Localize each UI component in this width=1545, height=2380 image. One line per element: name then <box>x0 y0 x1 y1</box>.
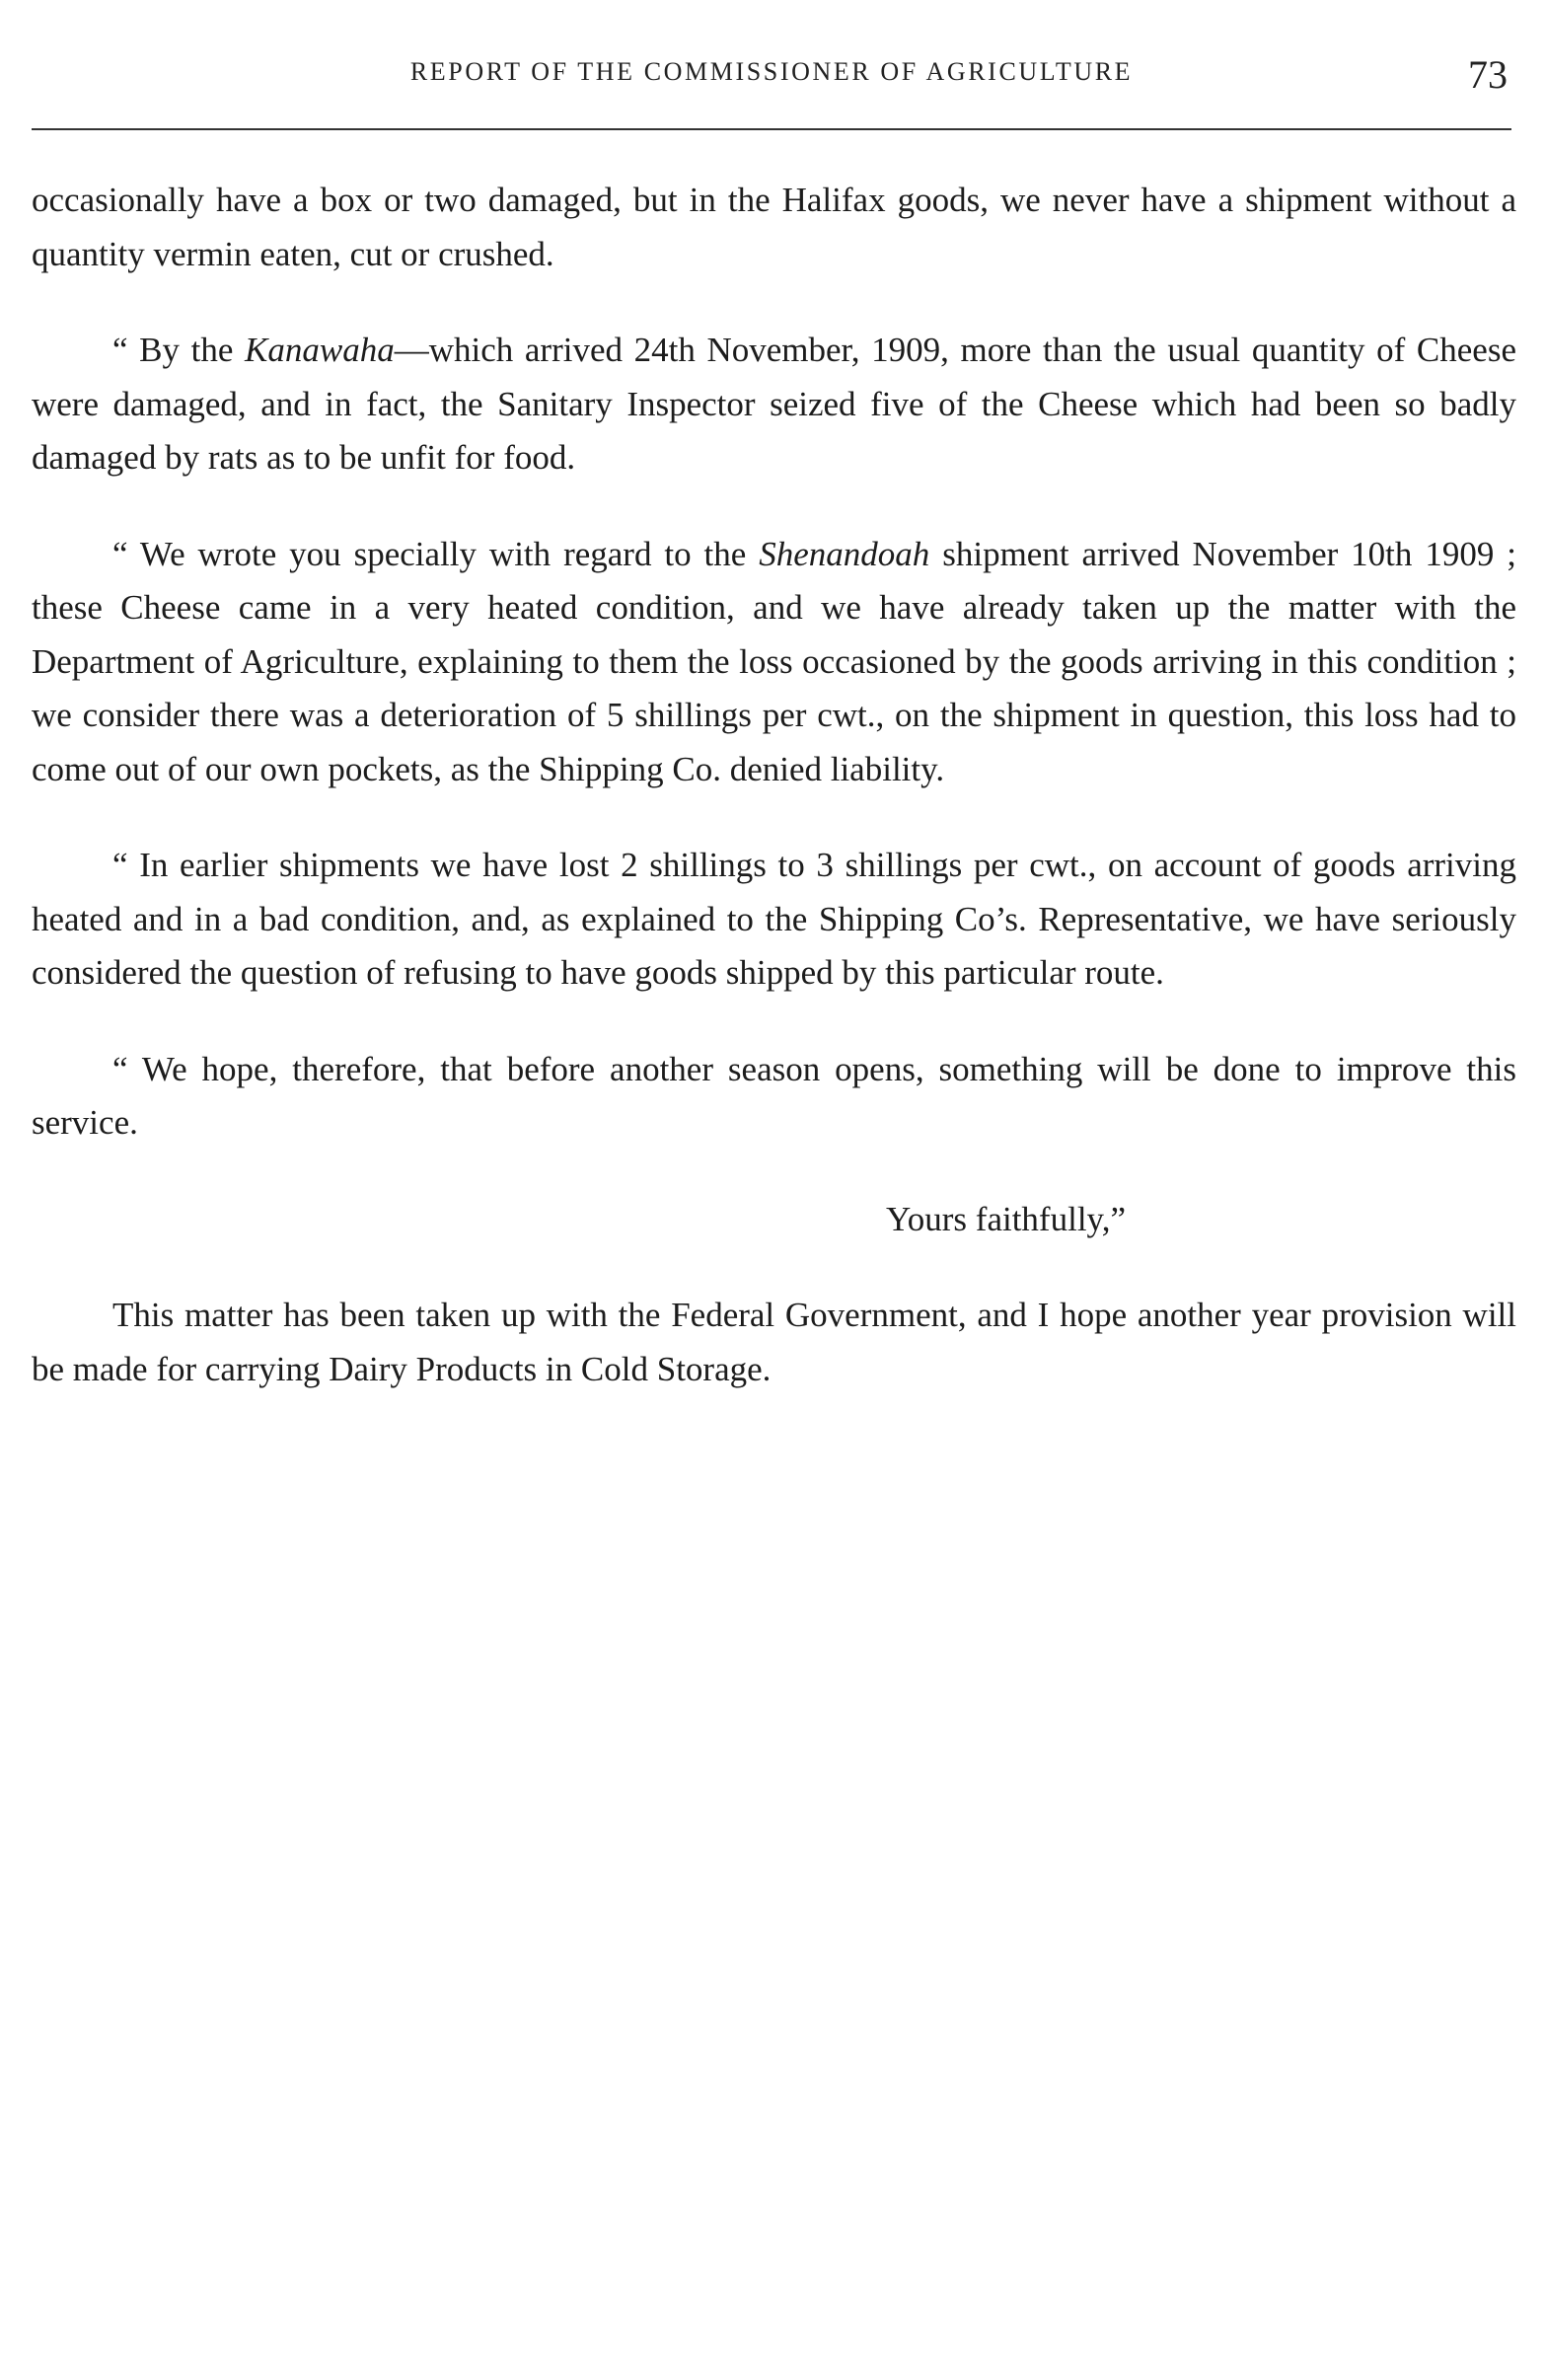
ship-name-kanawaha: Kanawaha <box>245 331 395 369</box>
header-rule <box>32 128 1511 130</box>
paragraph-kanawaha <box>32 324 1516 485</box>
quote-open: “ By the <box>112 331 246 369</box>
paragraph-earlier-shipments: “ In earlier shipments we have lost 2 shillings to 3 shillings per cwt., on account of goods arriving heated and in a bad condition, and, as explained to the Shipping Co’s. Representative, we have seriously considered the question of refusing to have goods shipped by this particular route. <box>32 846 1516 992</box>
paragraph-text: —which arrived 24th November, 1909, more than the usual quantity of Cheese were damaged, and in fact, the Sanitary Inspector seized five of the Cheese which had been so badly damaged by rats as to be unfit for food. <box>32 331 1516 477</box>
paragraph-hope: “ We hope, therefore, that before another season opens, something will be done to improve this service. <box>32 1049 1516 1142</box>
running-title: REPORT OF THE COMMISSIONER OF AGRICULTURE <box>409 57 1134 86</box>
paragraph-federal-government: This matter has been taken up with the Federal Government, and I hope another year provision will be made for carrying Dairy Products in Cold Storage. <box>32 1296 1516 1388</box>
letter-signoff: Yours faithfully,” <box>886 1199 1127 1238</box>
ship-name-shenandoah: Shenandoah <box>759 534 930 573</box>
page-body <box>32 174 1516 1439</box>
paragraph-shenandoah <box>32 528 1516 797</box>
paragraph-text: shipment arrived November 10th 1909 ; these Cheese came in a very heated condition, and we have already taken up the matter with the Department of Agriculture, explaining to them the loss occasioned by the goods arriving in this condition ; we consider there was a deterioration of 5 shillings per cwt., on the shipment in question, this loss had to come out of our own pockets, as the Shipping Co. denied liability. <box>32 534 1517 788</box>
paragraph-continuation: occasionally have a box or two damaged, but in the Halifax goods, we never have a shipment without a quantity vermin eaten, cut or crushed. <box>32 181 1516 273</box>
page-number: 73 <box>1468 52 1508 97</box>
quote-open: “ We wrote you specially with regard to the <box>112 534 760 573</box>
page-header <box>32 52 1511 116</box>
